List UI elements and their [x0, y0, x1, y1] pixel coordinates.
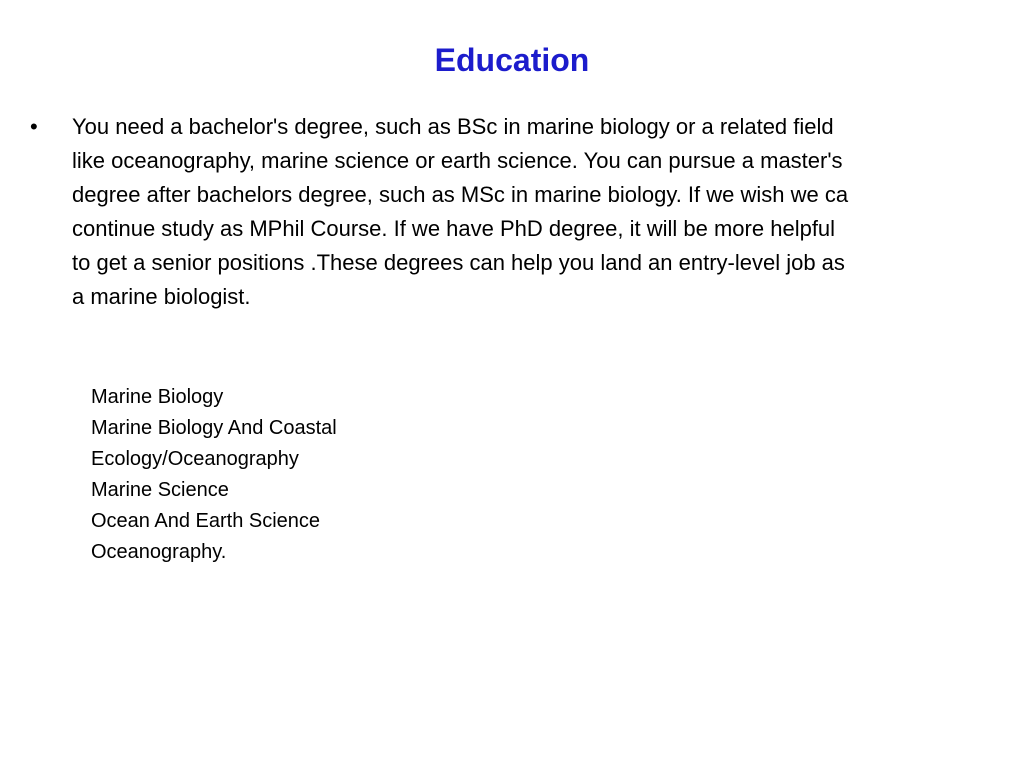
bullet-marker: • — [30, 114, 38, 139]
course-list — [91, 382, 591, 568]
slide-title: Education — [434, 42, 590, 78]
course-item: Ocean And Earth Science — [91, 510, 321, 532]
course-item: Marine Biology — [91, 386, 224, 408]
course-item: Ecology/Oceanography — [91, 448, 299, 470]
course-item: Marine Science — [91, 479, 229, 501]
course-item: Marine Biology And Coastal — [91, 417, 337, 439]
bullet-item — [30, 110, 1000, 314]
bullet-text: You need a bachelor's degree, such as BSc in marine biology or a related field like oceanography, marine science or earth science. You can pursue a master's degree after bachelors degree, such as MSc in marine biology. If we wish we ca continue study as MPhil Course. If we have PhD degree, it will be more helpful to get a senior positions .These degrees can help you land an entry-level job as a marine biologist. — [72, 114, 849, 309]
course-item: Oceanography. — [91, 541, 227, 563]
